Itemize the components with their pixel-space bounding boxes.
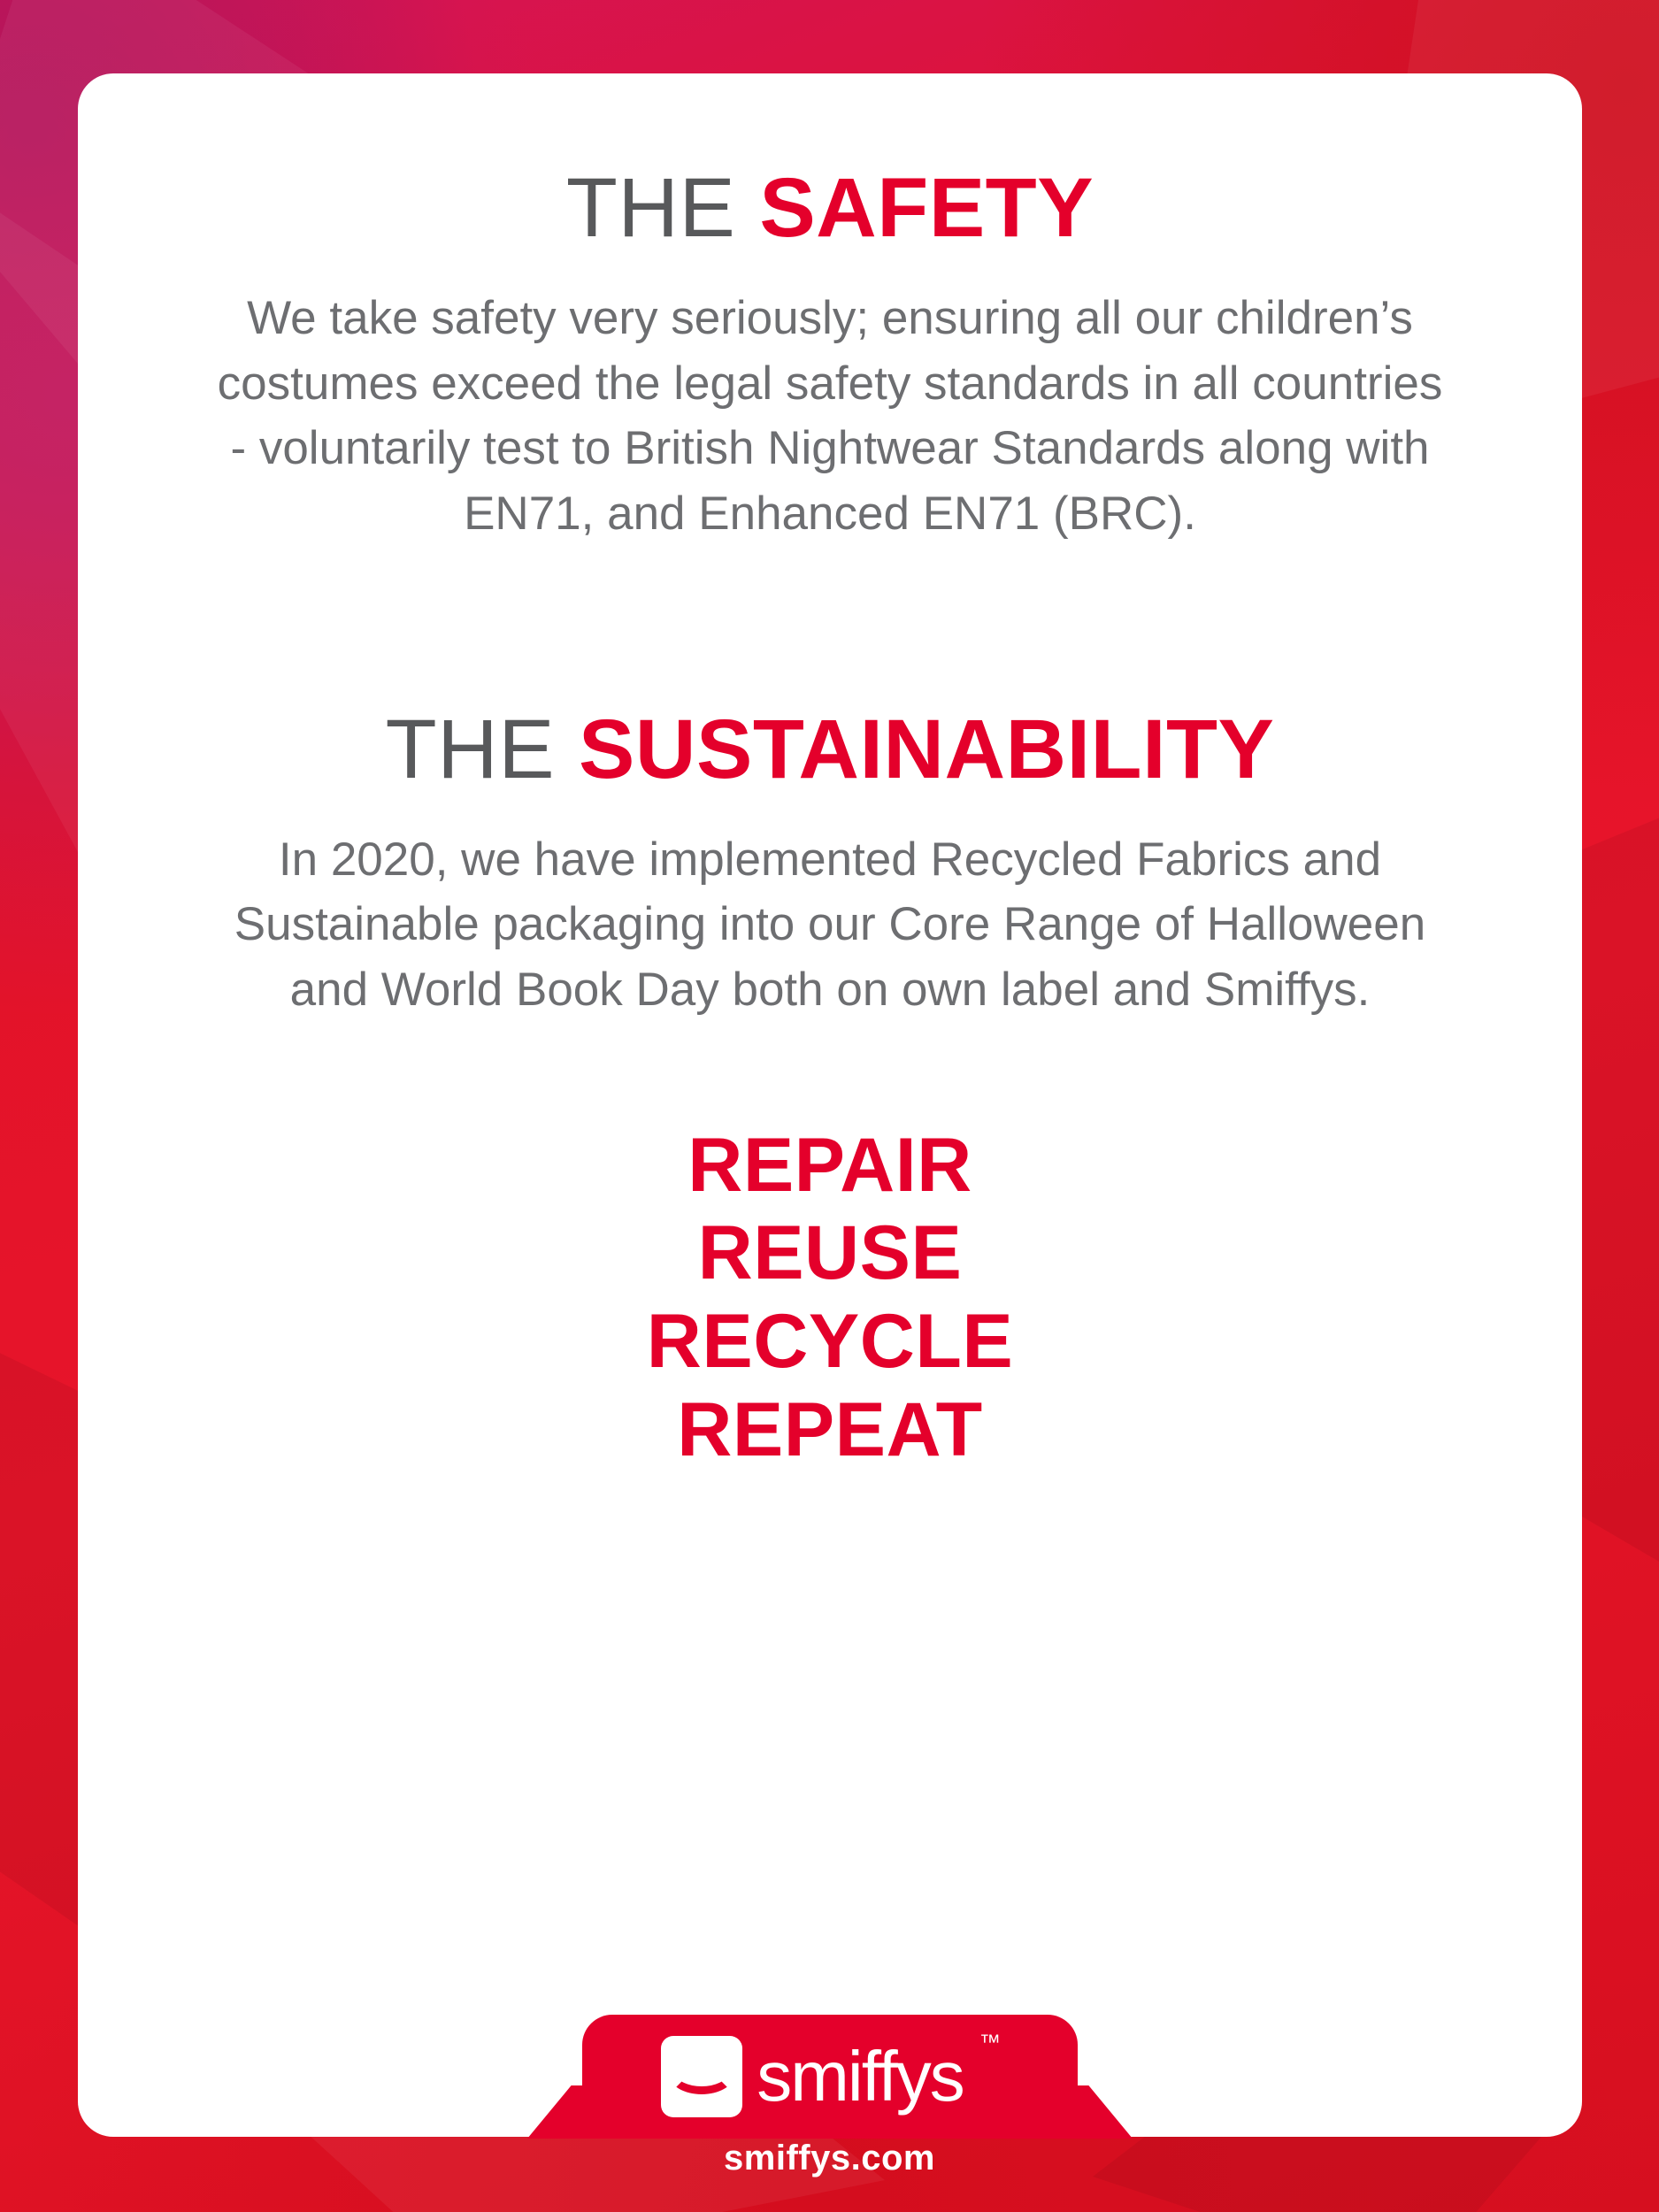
slogan-line-reuse: REUSE [697, 1210, 963, 1296]
brand-logo [661, 2031, 1001, 2117]
brand-logo-tab [582, 2015, 1078, 2139]
smile-icon [661, 2036, 742, 2117]
safety-heading [131, 73, 1529, 255]
section-spacer [131, 547, 1529, 662]
smile-icon-curve [669, 2052, 734, 2094]
safety-heading-strong: SAFETY [759, 161, 1094, 255]
trademark-symbol: ™ [979, 2031, 1001, 2055]
slogan-block [131, 1122, 1529, 1475]
slogan-line-recycle: RECYCLE [646, 1299, 1014, 1385]
content-card [78, 73, 1582, 2137]
sustainability-heading-strong: SUSTAINABILITY [579, 702, 1275, 796]
sustainability-heading [131, 662, 1529, 796]
slogan-line-repair: REPAIR [687, 1122, 972, 1208]
safety-body-text: We take safety very seriously; ensuring all our children’s costumes exceed the legal safety standards in all countries - voluntarily test to British Nightwear Standards along with EN71, and Enhanced EN71 (BRC). [217, 292, 1443, 540]
safety-heading-prefix: THE [565, 161, 760, 255]
slogan-line-repeat: REPEAT [677, 1386, 983, 1472]
sustainability-heading-prefix: THE [385, 702, 580, 796]
website-url[interactable]: smiffys.com [724, 2139, 935, 2177]
brand-name: smiffys [757, 2037, 964, 2116]
sustainability-body-text: In 2020, we have implemented Recycled Fabrics and Sustainable packaging into our Core Range of Halloween and World Book Day both on own label and Smiffys. [234, 833, 1426, 1016]
